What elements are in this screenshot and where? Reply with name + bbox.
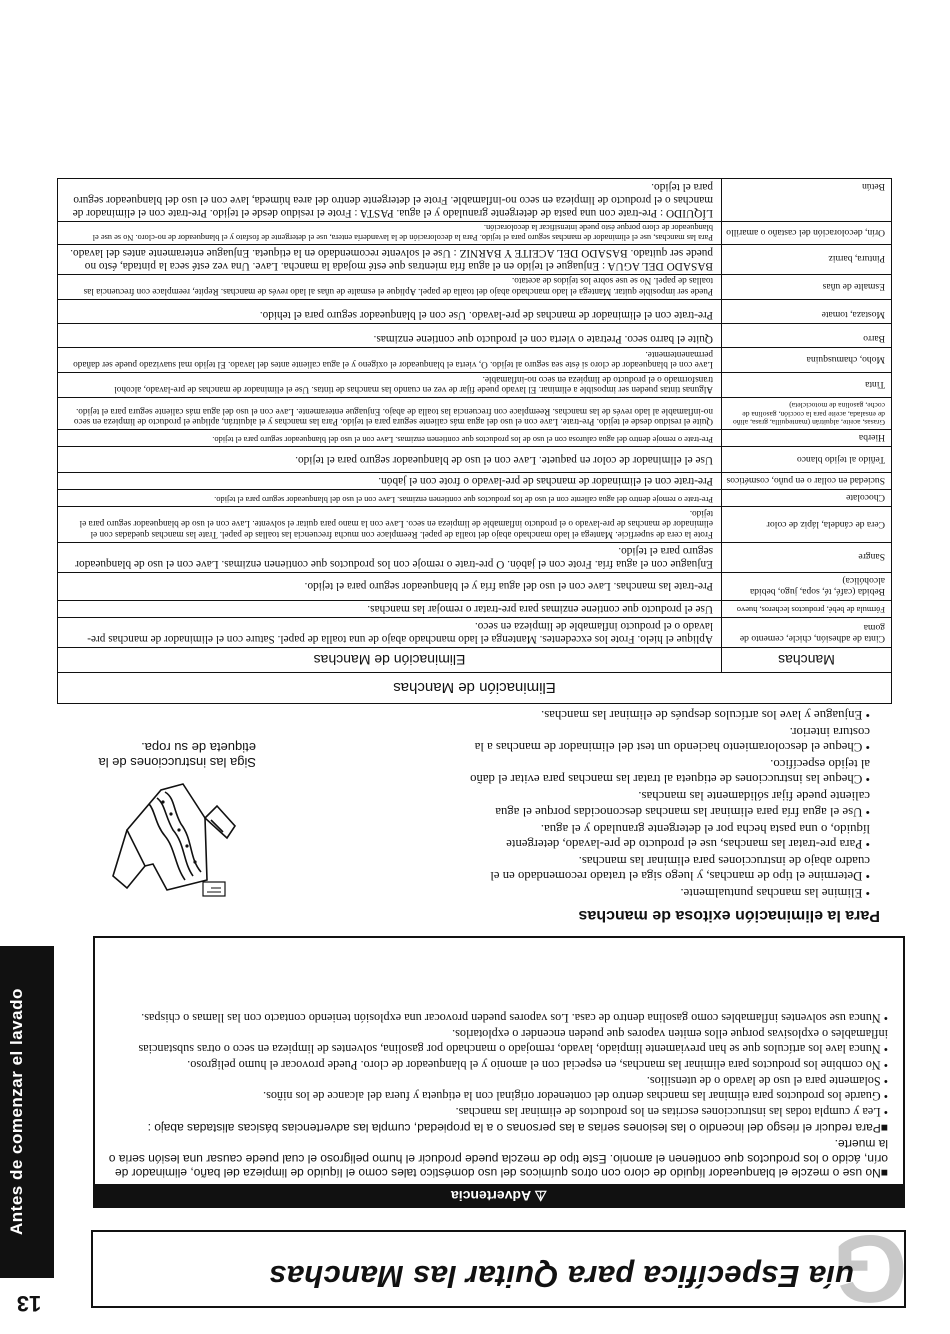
table-row xyxy=(58,274,892,299)
table-row xyxy=(58,601,892,618)
section-side-tab-label: Antes de comenzar el lavado xyxy=(7,988,26,1236)
success-tip: • Determine el tipo de manchas, y luego siga el tratado recomendado en el cuadro abajo de instrucciones para eliminar las manchas. xyxy=(490,853,870,883)
column-header-stains: Manchas xyxy=(722,648,892,673)
removal-cell: Frote la cera de superficie. Mantega el lado manchado abajo del toalla de papel. Reemplace con mucha frecuencia las toallas de papel. Trate las manchas quedadas con el eliminador de manchas de pre-lavado o el producto inflamable de limpieza en seco. Lave con la mano para quitar el solvente. Lave con el uso de blanqueador seguro para el tejido. xyxy=(58,507,722,543)
removal-cell: Pre-trate con el eliminador de manchas de pre-lavado. Use con el blanqueador seguro para el tehido. xyxy=(58,300,722,324)
warning-heading: ⚠ Advertencia xyxy=(93,1184,905,1208)
removal-cell: Pre-trate o remoje dentro del agua calurosa con el uso de los productos que contienen enzimas. Lave con el uso del blanqueador seguro para el tejido. xyxy=(58,430,722,447)
column-header-removal: Eliminación de Manchas xyxy=(58,648,722,673)
stain-cell: Barro xyxy=(722,324,892,348)
stain-cell: Chocolate xyxy=(722,490,892,507)
success-tip: • Use el agua fría para eliminar las manchas desconocidas porque el agua caliente puede fijar sólidamente las manchas. xyxy=(495,789,870,819)
success-tip: • Elimine las manchas puntualmente. xyxy=(680,886,870,900)
table-caption: Eliminación de Manchas xyxy=(58,673,892,704)
stain-cell: Sangre xyxy=(722,543,892,573)
table-row xyxy=(58,300,892,324)
table-row xyxy=(58,430,892,447)
success-tip: • Para pre-tratar las manchas, use el producto de pre-lavado, detergente líquido, o una pasta hecha por el detergente granulado y el agua. xyxy=(506,821,870,851)
table-row xyxy=(58,178,892,221)
removal-cell: Pre-trate o remoje dentro del agua caliente con el uso de los productos que contienen enzimas. Lave con el uso del blanqueador seguro para el tejido. xyxy=(58,490,722,507)
table-row xyxy=(58,348,892,373)
stain-cell: Bebida (café, té, sopa, jugo, bebida alcohólica) xyxy=(722,573,892,601)
illustration-caption: Siga las instrucciones de la etiqueta de su ropa. xyxy=(98,740,256,770)
table-row xyxy=(58,221,892,244)
stain-cell: Pintura, barniz xyxy=(722,244,892,274)
success-section-title: Para la eliminación exitosa de manchas xyxy=(578,907,880,924)
stain-cell: Cinta de adhesión, chicle, cemento de goma xyxy=(722,618,892,648)
warning-item: • Solamente para el uso de lavado o de utensilios. xyxy=(646,1073,888,1088)
success-tip: • Cheque las instrucciones de etiqueta al tratar las manchas para evitar el daño al tejido específico. xyxy=(470,757,870,787)
table-row xyxy=(58,490,892,507)
removal-cell: Pre-trate con el eliminador de manchas de pre-lavado o frote con el jabón. xyxy=(58,473,722,490)
removal-cell: Quite el residuo desde el tejido. Pre-trate. Lave con el uso del agua más caliente segura para el tejido. Para las manchas y el alquitrán, aplique el producto de limpieza en seco no-inflamable al lado revés de las manchas. Reemplace con frecuencia las toalla de abajo. Enjuague enteramente. Lave con el uso del agua más caliente segura para el tejido. xyxy=(58,398,722,430)
stain-cell: Betún xyxy=(722,178,892,221)
stain-cell: Esmalte de uñas xyxy=(722,274,892,299)
title-initial-letter: G xyxy=(832,1215,908,1322)
table-row xyxy=(58,373,892,398)
warning-list xyxy=(102,1010,888,1180)
stain-cell: Fórmula de bebé, productos lecheros, huevo xyxy=(722,601,892,618)
table-row xyxy=(58,507,892,543)
removal-cell: Algunas tintas pueden ser imposible a eliminar. El lavado puede fijar de vez en cuando las manchas de tintas. Use el eliminador de manchas de pre-lavado, alcohol transformado o el producto de limpieza en seco no-inflamable. xyxy=(58,373,722,398)
warning-item: ■No use o mezcle el blanqueador líquido de cloro con otros químicos del uso doméstico tales como el líquido de limpieza del baño, eliminador de orín, ácido o los productos que contienen el amonio. Este tipo de mezcla puede producir el humo peligroso el cual puede causar una lesión seria o la muerte. xyxy=(108,1137,888,1180)
removal-cell: BASADO DEL AGUA : Enjuague el tejido en el agua fría mientras que esté mojada la mancha. Lave. Una vez esté seca la pintada, ésto no puede ser quitado. BASADO DEL ACEITE Y BARNIZ : Use el solvente recomendado en la etiqueta. Enjuague enteramente antes del lavado. xyxy=(58,244,722,274)
stain-cell: Moho, chamusquina xyxy=(722,348,892,373)
removal-cell: Para las manchas, use el eliminador de manchas seguro para el tejido. Para la decoloración de la lavandería entera, use el detergente de fosfato y el blanqueador de no-cloro. No se use el blanqueador de cloro porque ésto puede intensificar la decoloración. xyxy=(58,221,722,244)
stain-cell: Cera de cándela, lápiz de color xyxy=(722,507,892,543)
removal-cell: Quite el barro seco. Pretrate o vierta con el producto que contiene enzimas. xyxy=(58,324,722,348)
removal-cell: Pre-trate las manchas. Lave con el uso del agua fría y el blanqueador seguro para el tejido. xyxy=(58,573,722,601)
warning-item: • Nunca lave los artículos que se han previamente limpiado, lavado, remojado o manchado por gasolina, solventes de limpieza en seco o otras substancias inflamables o explosivas porque ellos emiten vapores que pueden encender o explotarlos. xyxy=(138,1027,888,1056)
stain-cell: Mostaza, tomate xyxy=(722,300,892,324)
table-row xyxy=(58,573,892,601)
removal-cell: Aplique el hielo. Frote los excedentes. Mantenga el lado manchado abajo de una toalla de papel. Sature con el eliminador de manchas pre-lavado o el producto inflamable de limpieza en seco. xyxy=(58,618,722,648)
stain-cell: Orín, decoloración del castaño o amarillo xyxy=(722,221,892,244)
warning-item: ■Para reducir el riesgo del incendio o las lesiones serias a las personas o a la propiedad, cumpla las advertencias básicas alistadas abajo : xyxy=(147,1121,888,1136)
stain-cell: Teñido al tejido blanco xyxy=(722,447,892,473)
removal-cell: Enjuague con el agua fría. Frote con el jabón. O pre-trate o remoje con los productos que contienen enzimas. Lave con el uso de blanqueador seguro para el tejido. xyxy=(58,543,722,573)
removal-cell: Use el producto que contiene enzimas para pre-tratar o remojar las manchas. xyxy=(58,601,722,618)
stain-cell: Suciedad en collar o en puño, cosméticos xyxy=(722,473,892,490)
success-tips-list xyxy=(470,705,870,900)
page-title: uía Específica para Quitar las Manchas xyxy=(268,1259,854,1294)
removal-cell: Use el eliminador de color en paquete. Lave con el uso de blanqueador seguro para el tejido. xyxy=(58,447,722,473)
table-row xyxy=(58,543,892,573)
removal-cell: Lave con el blanqueador de cloro si éste sea seguro al tejido. O, vierta el blanqueador el oxígeno y el agua caliente antes del lavado. El tejido mal suavizado puede ser dañado permanentemente. xyxy=(58,348,722,373)
page-number: 13 xyxy=(16,1291,42,1316)
success-tip: • Enjuague y lave los artículos después de eliminar las manchas. xyxy=(541,707,870,722)
warning-item: • Guarde los productos para eliminar las manchas dentro del contenedor original con la etiqueta y fuera del alcance de los niños. xyxy=(263,1089,888,1104)
stain-removal-table xyxy=(58,178,892,704)
stain-cell: Grasas, aceite, alquitrán (mantequilla, grasa, aliño de ensalada, aceite para la cocción, gasolina de coche, gasolina de motocicleta) xyxy=(722,398,892,430)
table-row xyxy=(58,618,892,648)
warning-item: • Lea y cumpla todas las instrucciones escritas en los productos de eliminar las manchas. xyxy=(455,1105,888,1120)
removal-cell: Puede ser imposible quitar. Mantega el lado manchado abajo del toalla de papel. Aplique el esmalte de uñas al lado revés de manchas. Repite, reemplace con frecuencia las toallas de papel. No se use sobre los tejidos de acetato. xyxy=(58,274,722,299)
table-row xyxy=(58,324,892,348)
success-tip: • Cheque el descoloramiento haciendo un test del eliminador de manchas a la costura interior. xyxy=(474,725,870,755)
table-row xyxy=(58,473,892,490)
table-row xyxy=(58,447,892,473)
removal-cell: LÍQUIDO : Pre-trate con una pasta de detergente granulado y el agua. PASTA : Frote el residuo desde el tejido. Pre-trate con el eliminador de manchas o el producto de limpieza en seco no-inflamable. Frote el detergente dentro del area húmeda, lave con el uso del blanqueador seguro para el tejido. xyxy=(58,178,722,221)
warning-item: • Nunca use solventes inflamables como gasolina dentro de casa. Los vapores pueden provocar una explosión teniendo contacto con las llamas o chispas. xyxy=(141,1011,888,1026)
warning-item: • No combine los productos para eliminar las manchas, en especial con el amonio y el blanqueador de cloro. Puede provocar el humo peligroso. xyxy=(187,1057,888,1072)
stain-cell: Hierba xyxy=(722,430,892,447)
table-row xyxy=(58,244,892,274)
table-row xyxy=(58,398,892,430)
stain-cell: Tinta xyxy=(722,373,892,398)
laundry-label-icon xyxy=(105,772,245,902)
